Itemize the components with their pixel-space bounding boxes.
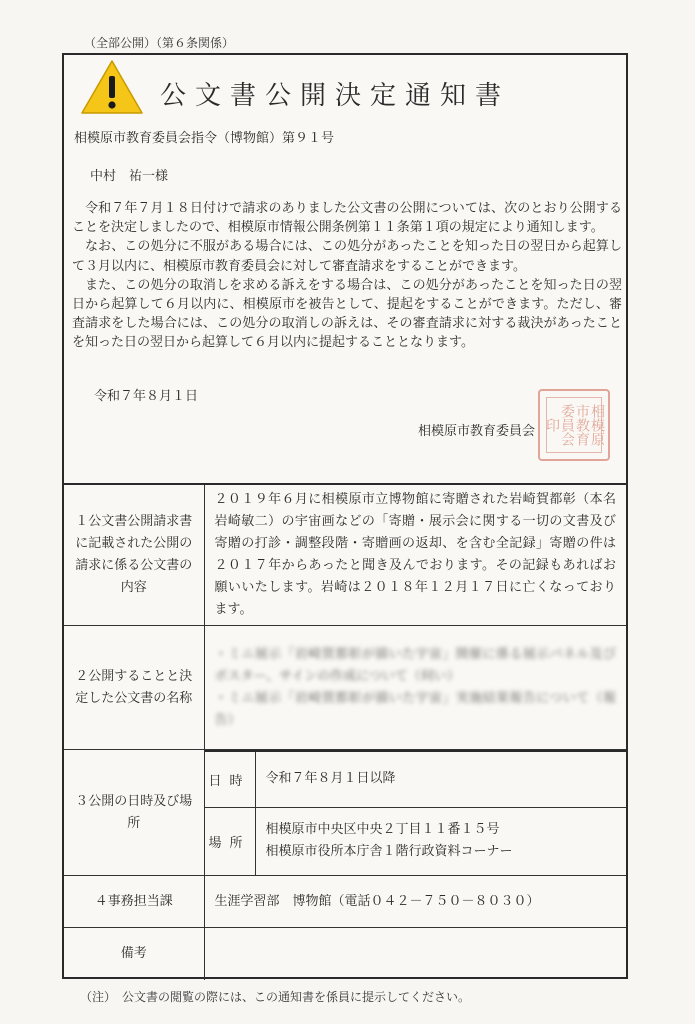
issue-date: 令和７年８月１日: [94, 389, 199, 404]
remarks-value: [204, 928, 626, 980]
notice-document: [62, 53, 628, 979]
row-label-request-content: １公文書公開請求書に記載された公開の請求に係る公文書の内容: [64, 484, 204, 626]
row-label-remarks: 備考: [64, 928, 204, 980]
header-note: （全部公開）（第６条関係）: [84, 36, 235, 50]
paragraph-lawsuit: また、この処分の取消しを求める訴えをする場合は、この処分があったことを知った日の翌日から起算して６月以内に、相模原市を被告として、提起をすることができます。ただし、審査請求をした場合には、この処分の取消しの訴えは、その審査請求に対する裁決があったことを知った日の翌日から起算して６月以内に提起することとなります。: [72, 277, 622, 351]
details-table: [64, 483, 630, 980]
datetime-label: 日時: [205, 751, 256, 807]
reference-number: 相模原市教育委員会指令（博物館）第９１号: [74, 131, 335, 146]
date-place-cell: [204, 750, 626, 876]
row-label-department: ４事務担当課: [64, 876, 204, 928]
place-value: [255, 807, 626, 875]
paragraph-appeal: なお、この処分に不服がある場合には、この処分があったことを知った日の翌日から起算して３月以内に、相模原市教育委員会に対して審査請求をすることができます。: [72, 239, 622, 274]
seal-text: 相模原市教育委員会印: [546, 397, 602, 453]
paragraph-decision: 令和７年７月１８日付けで請求のありました公文書の公開については、次のとおり公開することを決定しましたので、相模原市情報公開条例第１１条第１項の規定により通知します。: [72, 201, 622, 236]
table-row: [64, 626, 626, 750]
recipient-name: 中村 祐一様: [90, 169, 169, 184]
notice-body: [72, 199, 622, 353]
footer-note: （注） 公文書の閲覧の際には、この通知書を係員に提示してください。: [80, 990, 471, 1004]
official-seal: [538, 389, 610, 461]
place-address: 相模原市中央区中央２丁目１１番１５号: [265, 822, 500, 838]
document-name-item: ・ミニ展示「岩崎賀都彰が描いた宇宙」実施結果報告について（報告）: [214, 690, 616, 728]
request-content: ２０１９年６月に相模原市立博物館に寄贈された岩崎賀都彰（本名 岩崎敏二）の宇宙画などの「寄贈・展示会に関する一切の文書及び寄贈の打診・調整段階・寄贈画の返却、を含む全記録」寄贈の件は２０１７年からあったと聞き及んでおります。その記録もあればお願いいたします。岩崎は２０１８年１２月１７日に亡くなっております。: [204, 484, 626, 626]
datetime-value: 令和７年８月１日以降: [255, 751, 626, 807]
table-row: [64, 928, 626, 980]
department-value: 生涯学習部 博物館（電話０４２－７５０－８０３０）: [204, 876, 626, 928]
table-row: [64, 750, 626, 876]
document-names: [204, 626, 626, 750]
document-title: 公文書公開決定通知書: [160, 81, 511, 111]
place-label: 場所: [205, 807, 256, 875]
place-location: 相模原市役所本庁舎１階行政資料コーナー: [265, 844, 513, 860]
warning-icon: [80, 59, 144, 115]
document-name-item: ・ミニ展示「岩崎賀都彰が描いた宇宙」開催に係る展示パネル及びポスター、サインの作成について（伺い）: [214, 646, 616, 684]
issuer-name: 相模原市教育委員会: [418, 424, 536, 439]
table-row: [64, 876, 626, 928]
row-label-date-place: ３公開の日時及び場所: [64, 750, 204, 876]
table-row: [64, 484, 626, 626]
row-label-document-names: ２公開することと決定した公文書の名称: [64, 626, 204, 750]
date-place-subtable: [205, 750, 627, 875]
